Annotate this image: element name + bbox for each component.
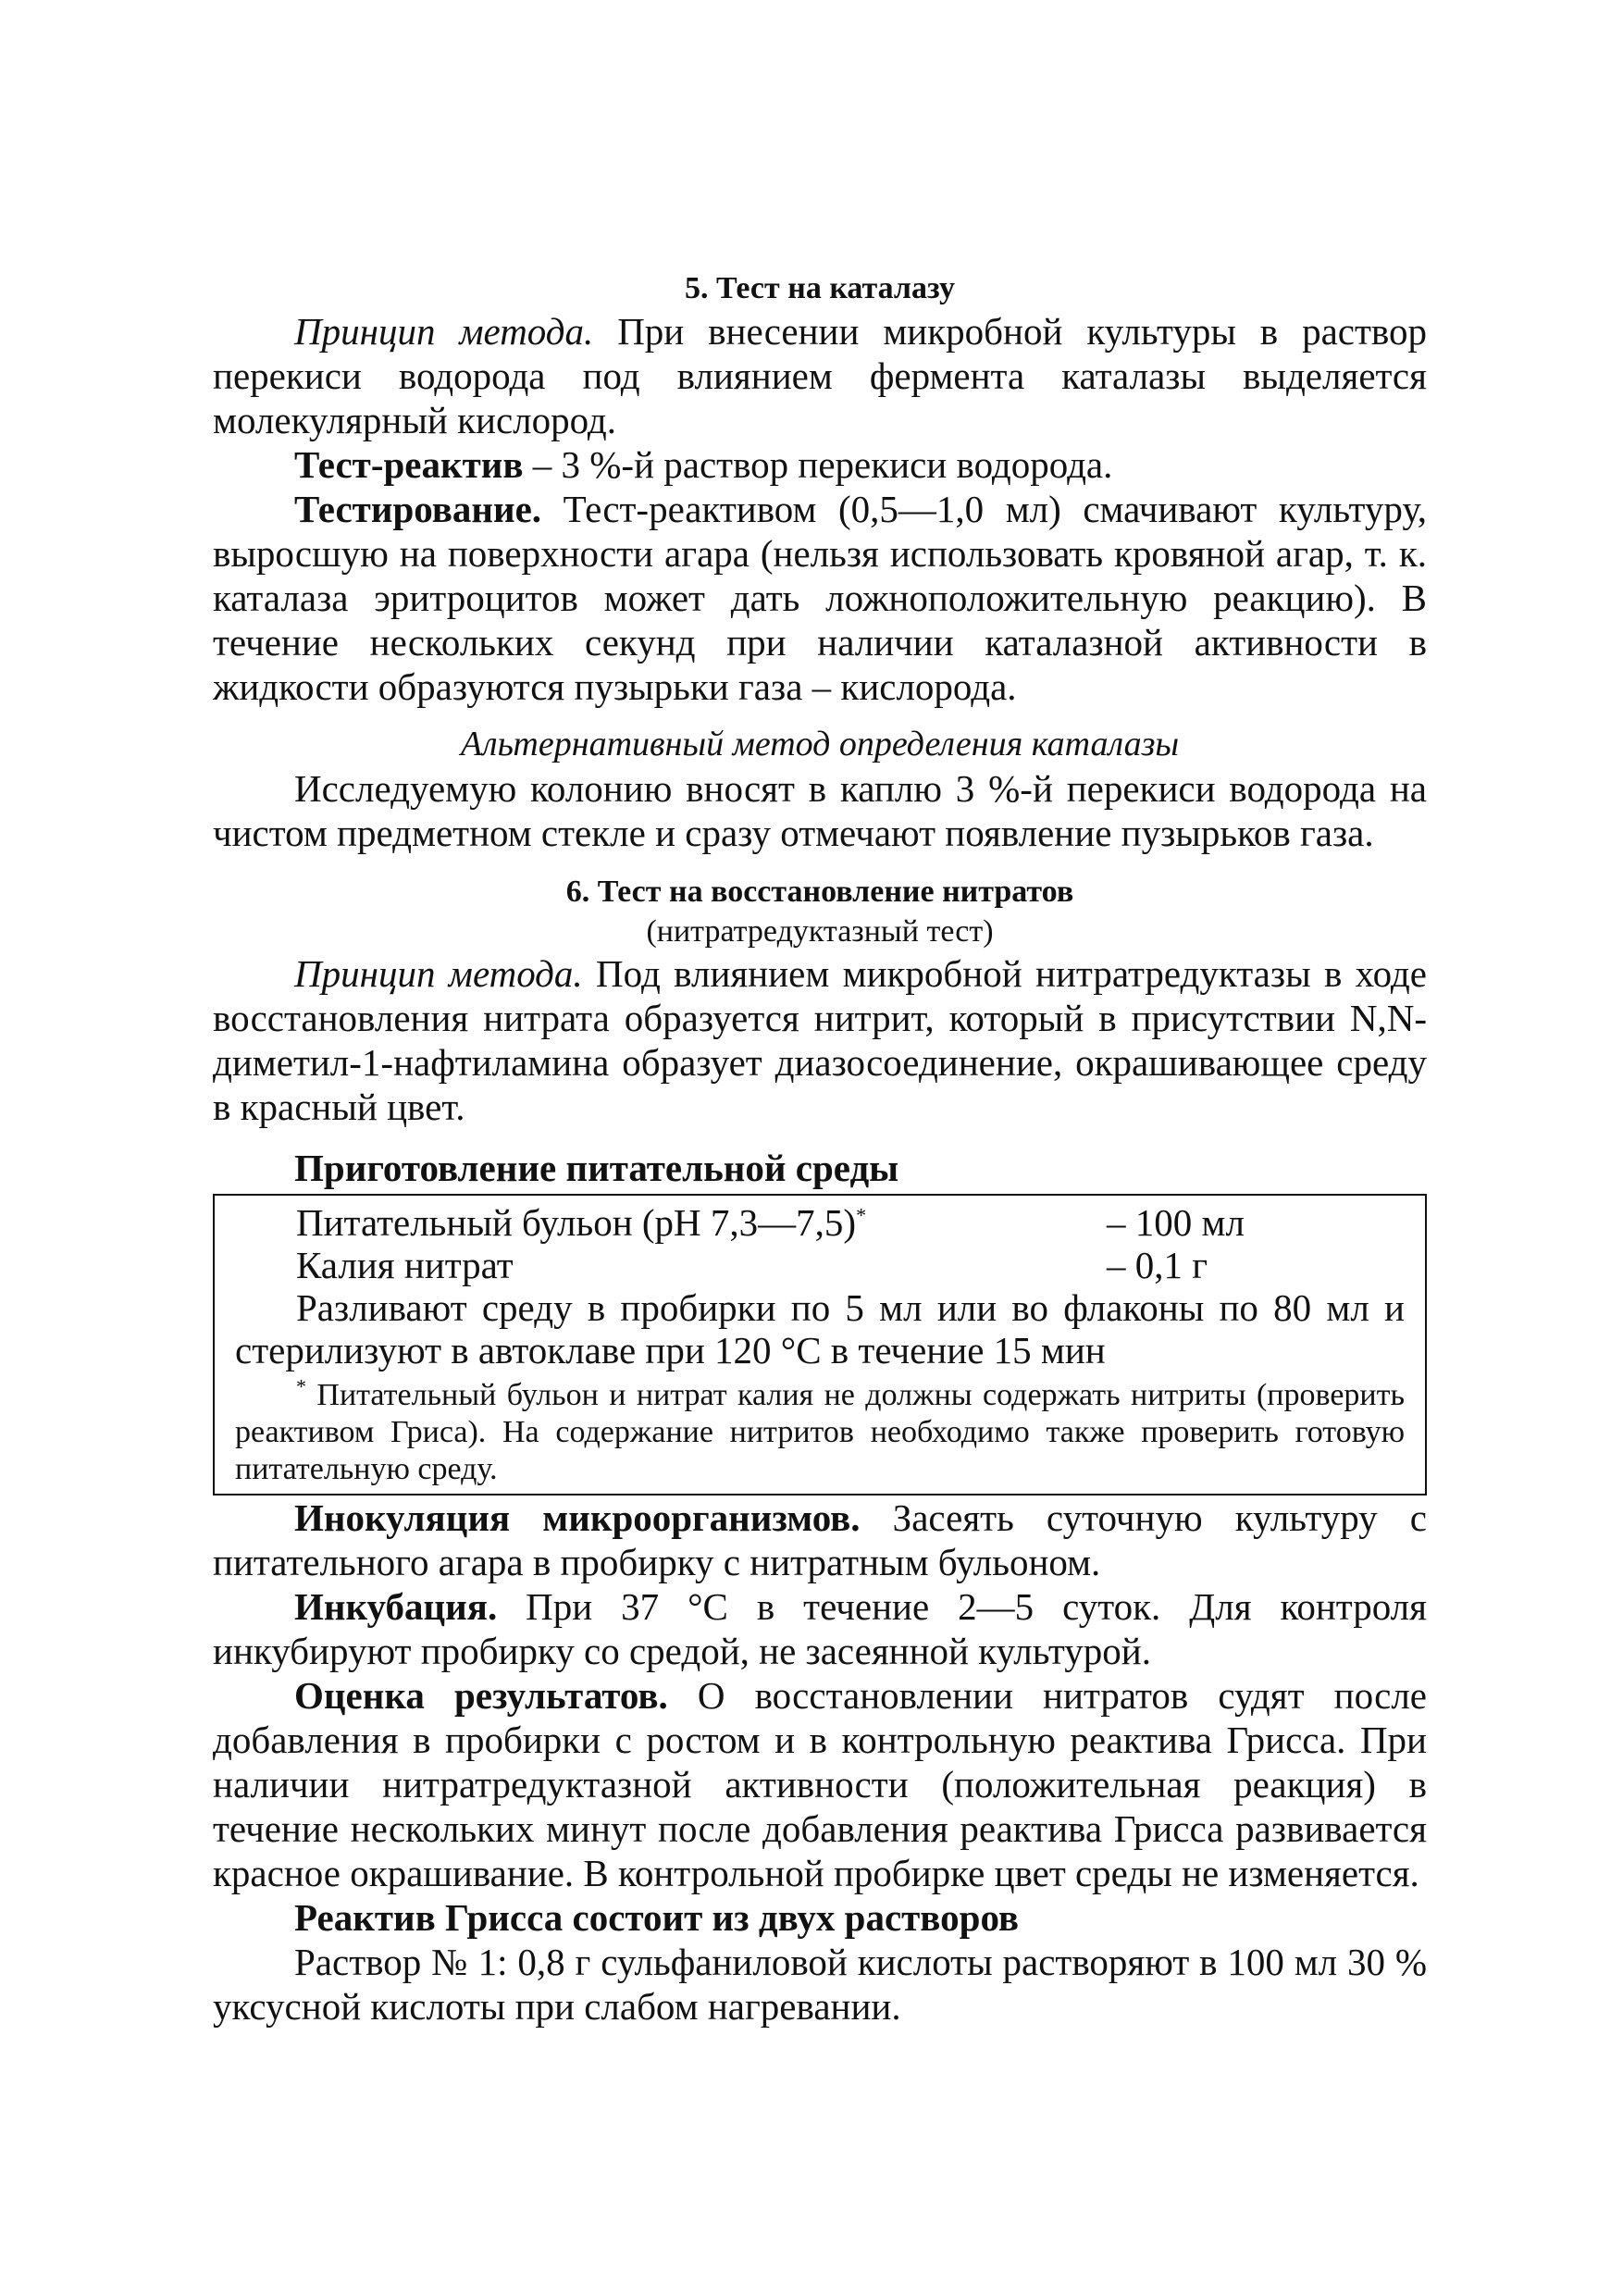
inoculation-text: Засеять суточную культуру с питательного агара в пробирку с нитратным бульоном. (213, 1496, 1427, 1583)
principle-label: Принцип метода. (294, 310, 594, 353)
section-5-reagent (213, 442, 1427, 487)
incubation-paragraph (213, 1584, 1427, 1673)
principle-label: Принцип метода. (294, 952, 583, 995)
alternative-method-text: Исследуемую колонию вносят в каплю 3 %-й перекиси водорода на чистом предметном стекле и сразу отмечают появление пузырьков газа. (213, 767, 1427, 854)
griess-reagent-title: Реактив Грисса состоит из двух растворов (294, 1896, 1020, 1939)
medium-preparation-title: Приготовление питательной среды (294, 1147, 899, 1189)
recipe-amount: – 100 мл (1107, 1201, 1245, 1244)
medium-recipe-box (213, 1194, 1427, 1496)
section-6-title: 6. Тест на восстановление нитратов (565, 875, 1074, 909)
evaluation-label: Оценка результатов. (294, 1674, 668, 1717)
recipe-amount: – 0,1 г (1107, 1244, 1208, 1286)
section-5-testing (213, 487, 1427, 709)
recipe-row (235, 1201, 1405, 1244)
incubation-text: При 37 °С в течение 2—5 суток. Для контроля инкубируют пробирку со средой, не засеянной культурой. (213, 1585, 1427, 1672)
recipe-ingredient: Питательный бульон (рН 7,3—7,5)* (296, 1201, 867, 1244)
inoculation-paragraph (213, 1496, 1427, 1584)
recipe-instruction: Разливают среду в пробирки по 5 мл или во флаконы по 80 мл и стерилизуют в автоклаве при 120 °С в течение 15 мин (235, 1286, 1405, 1371)
section-6-principle (213, 951, 1427, 1129)
document-page (213, 268, 1427, 2029)
principle-text: При внесении микробной культуры в раствор перекиси водорода под влиянием фермента каталазы выделяется молекулярный кислород. (213, 310, 1427, 441)
testing-label: Тестирование. (294, 488, 542, 530)
evaluation-paragraph (213, 1673, 1427, 1895)
recipe-row (235, 1244, 1405, 1286)
inoculation-label: Инокуляция микроорганизмов. (294, 1496, 861, 1539)
incubation-label: Инкубация. (294, 1585, 498, 1628)
section-6-subtitle: (нитратредуктазный тест) (646, 914, 994, 949)
evaluation-text: О восстановлении нитратов судят после добавления в пробирки с ростом и в контрольную реактива Грисса. При наличии нитратредуктазной активности (положительная реакция) в течение нескольких минут после добавления реактива Грисса развивается красное окрашивание. В контрольной пробирке цвет среды не изменяется. (213, 1674, 1427, 1894)
recipe-ingredient: Калия нитрат (296, 1244, 514, 1286)
section-5-principle (213, 309, 1427, 442)
reagent-label: Тест-реактив (294, 443, 524, 486)
recipe-footnote: * Питательный бульон и нитрат калия не должны содержать нитриты (проверить реактивом Гриса). На содержание нитритов необходимо также проверить готовую питательную среду. (235, 1374, 1405, 1486)
reagent-text: – 3 %-й раствор перекиси водорода. (523, 443, 1113, 486)
principle-text: Под влиянием микробной нитратредуктазы в ходе восстановления нитрата образуется нитрит, который в присутствии N,N-диметил-1-нафтиламина образует диазосоединение, окрашивающее среду в красный цвет. (213, 952, 1427, 1128)
alternative-method-title: Альтернативный метод определения каталазы (460, 725, 1180, 763)
section-5-title: 5. Тест на каталазу (685, 271, 955, 305)
footnote-mark: * (856, 1203, 867, 1227)
footnote-mark: * (296, 1374, 306, 1398)
solution-1-text: Раствор № 1: 0,8 г сульфаниловой кислоты растворяют в 100 мл 30 % уксусной кислоты при слабом нагревании. (213, 1941, 1427, 2028)
testing-text: Тест-реактивом (0,5—1,0 мл) смачивают культуру, выросшую на поверхности агара (нельзя использовать кровяной агар, т. к. каталаза эритроцитов может дать ложноположительную реакцию). В течение нескольких секунд при наличии каталазной активности в жидкости образуются пузырьки газа – кислорода. (213, 488, 1427, 708)
